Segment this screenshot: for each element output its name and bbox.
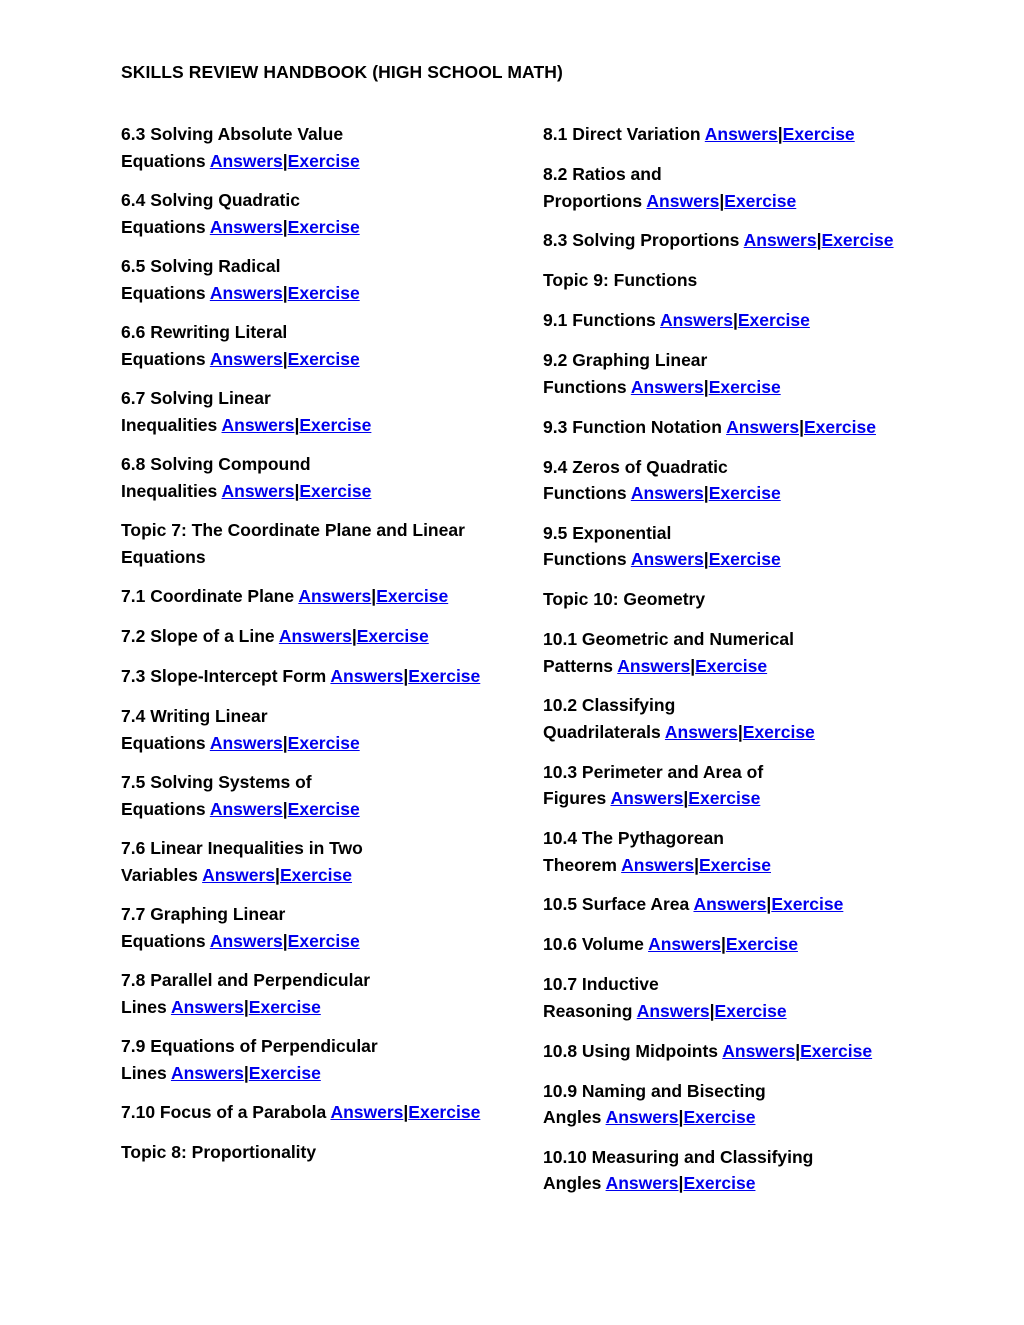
link-separator: |	[282, 732, 288, 753]
exercise-link[interactable]: Exercise	[683, 1107, 756, 1128]
toc-entry	[121, 1099, 516, 1126]
entry-line	[543, 1170, 943, 1197]
entry-title: 7.1 Coordinate Plane	[121, 586, 295, 606]
link-separator: |	[795, 1040, 801, 1061]
answers-link[interactable]: Answers	[630, 376, 704, 397]
exercise-link[interactable]: Exercise	[708, 483, 781, 504]
entry-title: Equations	[121, 732, 206, 753]
entry-title: Theorem	[543, 854, 617, 875]
link-separator: |	[703, 483, 709, 504]
link-separator: |	[275, 864, 280, 885]
link-separator: |	[282, 216, 288, 237]
entry-title-line: 9.2 Graphing Linear	[543, 350, 708, 371]
entry-line	[543, 307, 943, 334]
link-separator: |	[282, 348, 288, 369]
exercise-link[interactable]: Exercise	[248, 1062, 321, 1083]
entry-title-line: 10.1 Geometric and Numerical	[543, 629, 794, 650]
toc-entry	[543, 307, 943, 334]
entry-line	[543, 1038, 943, 1065]
toc-entry	[121, 1139, 516, 1166]
entry-title: 10.6 Volume	[543, 934, 644, 955]
entry-title-line: 10.9 Naming and Bisecting	[543, 1080, 766, 1101]
link-separator: |	[732, 310, 738, 331]
toc-entry	[543, 971, 943, 1024]
exercise-link[interactable]: Exercise	[771, 894, 844, 915]
entry-title: Inequalities	[121, 480, 218, 501]
entry-title: Equations	[121, 348, 206, 369]
entry-line	[121, 412, 516, 439]
entry-title: 10.5 Surface Area	[543, 894, 690, 915]
exercise-link[interactable]: Exercise	[287, 216, 360, 237]
entry-title: Patterns	[543, 655, 614, 676]
entry-title: Lines	[121, 1062, 167, 1083]
entry-line	[543, 931, 943, 958]
toc-entry	[543, 586, 943, 613]
answers-link[interactable]: Answers	[209, 930, 283, 951]
toc-entry	[121, 623, 516, 650]
entry-title: Equations	[121, 216, 206, 237]
link-separator: |	[294, 414, 300, 435]
entry-title-line: 6.4 Solving Quadratic	[121, 190, 300, 210]
entry-line	[543, 414, 943, 441]
toc-entry	[121, 901, 516, 954]
answers-link[interactable]: Answers	[221, 414, 295, 435]
entry-title: Functions	[543, 376, 627, 397]
entry-title: 7.2 Slope of a Line	[121, 626, 275, 646]
link-separator: |	[282, 930, 288, 951]
answers-link[interactable]: Answers	[170, 1062, 244, 1083]
toc-entry	[121, 253, 516, 306]
toc-entry	[121, 583, 516, 610]
toc-entry	[121, 703, 516, 756]
answers-link[interactable]: Answers	[170, 996, 244, 1017]
toc-entry	[121, 663, 516, 690]
entry-line	[121, 583, 516, 610]
entry-line	[121, 862, 516, 889]
link-separator: |	[703, 549, 709, 570]
toc-entry	[121, 319, 516, 372]
entry-line	[121, 730, 516, 757]
toc-entry	[121, 835, 516, 888]
toc-entry	[543, 414, 943, 441]
entry-line	[121, 148, 516, 175]
answers-link[interactable]: Answers	[209, 150, 283, 171]
entry-line	[543, 653, 943, 680]
answers-link[interactable]: Answers	[202, 864, 276, 885]
entry-title: Inequalities	[121, 414, 218, 435]
toc-entry	[121, 1033, 516, 1086]
entry-title-line: 6.3 Solving Absolute Value	[121, 124, 344, 144]
entry-title: 7.10 Focus of a Parabola	[121, 1102, 327, 1122]
entry-title: Variables	[121, 864, 198, 885]
exercise-link[interactable]: Exercise	[695, 655, 768, 676]
link-separator: |	[719, 190, 725, 211]
link-separator: |	[799, 416, 804, 437]
exercise-link[interactable]: Exercise	[287, 282, 360, 303]
entry-title-line: 9.5 Exponential	[543, 522, 672, 543]
answers-link[interactable]: Answers	[221, 480, 295, 501]
entry-title: Equations	[121, 546, 206, 567]
entry-title: Topic 8: Proportionality	[121, 1142, 317, 1162]
link-separator: |	[243, 996, 249, 1017]
exercise-link[interactable]: Exercise	[299, 480, 372, 501]
answers-link[interactable]: Answers	[630, 549, 704, 570]
toc-entry	[543, 121, 943, 148]
exercise-link[interactable]: Exercise	[800, 1040, 873, 1061]
entry-title-line: 7.4 Writing Linear	[121, 706, 268, 726]
exercise-link[interactable]: Exercise	[821, 230, 894, 251]
toc-entry	[543, 347, 943, 400]
entry-title: Figures	[543, 788, 607, 809]
entry-title-line: 10.10 Measuring and Classifying	[543, 1146, 814, 1167]
link-separator: |	[737, 721, 743, 742]
exercise-link[interactable]: Exercise	[287, 798, 360, 819]
toc-entry	[543, 931, 943, 958]
toc-entry	[543, 825, 943, 878]
answers-link[interactable]: Answers	[278, 626, 352, 646]
entry-title: Quadrilaterals	[543, 721, 661, 742]
entry-line	[543, 1104, 943, 1131]
toc-entry	[543, 626, 943, 679]
toc-entry	[121, 517, 516, 570]
answers-link[interactable]: Answers	[298, 586, 372, 606]
answers-link[interactable]: Answers	[617, 655, 691, 676]
entry-line	[121, 663, 516, 690]
link-separator: |	[294, 480, 300, 501]
link-separator: |	[690, 655, 696, 676]
link-separator: |	[282, 282, 288, 303]
exercise-link[interactable]: Exercise	[698, 854, 771, 875]
entry-title: Functions	[543, 549, 627, 570]
toc-entry	[543, 227, 943, 254]
entry-line	[121, 623, 516, 650]
toc-entry	[543, 759, 943, 812]
entry-title-line: 7.9 Equations of Perpendicular	[121, 1036, 378, 1056]
entry-line	[543, 267, 943, 294]
answers-link[interactable]: Answers	[646, 190, 720, 211]
link-separator: |	[403, 666, 409, 686]
exercise-link[interactable]: Exercise	[782, 124, 855, 144]
exercise-link[interactable]: Exercise	[376, 586, 449, 606]
entry-title: 8.3 Solving Proportions	[543, 230, 740, 251]
toc-entry	[543, 454, 943, 507]
answers-link[interactable]: Answers	[605, 1107, 679, 1128]
answers-link[interactable]: Answers	[636, 1000, 710, 1021]
entry-line	[543, 785, 943, 812]
entry-title-line: 10.2 Classifying	[543, 695, 676, 716]
toc-entry	[543, 692, 943, 745]
entry-line	[543, 374, 943, 401]
exercise-link[interactable]: Exercise	[725, 934, 798, 955]
entry-title-line: 6.5 Solving Radical	[121, 256, 281, 276]
exercise-link[interactable]: Exercise	[737, 310, 810, 331]
toc-entry	[543, 161, 943, 214]
exercise-link[interactable]: Exercise	[287, 150, 360, 171]
entry-line	[543, 852, 943, 879]
entry-title: 7.3 Slope-Intercept Form	[121, 666, 327, 686]
left-column	[121, 121, 516, 1179]
toc-entry	[121, 187, 516, 240]
right-column	[543, 121, 943, 1210]
entry-title-line: 7.8 Parallel and Perpendicular	[121, 970, 370, 990]
answers-link[interactable]: Answers	[693, 894, 767, 915]
link-separator: |	[282, 798, 288, 819]
entry-title-line: 8.2 Ratios and	[543, 164, 662, 184]
exercise-link[interactable]: Exercise	[299, 414, 372, 435]
entry-title: 9.3 Function Notation	[543, 416, 722, 437]
entry-title: Functions	[543, 483, 627, 504]
link-separator: |	[694, 854, 699, 875]
answers-link[interactable]: Answers	[605, 1173, 679, 1194]
exercise-link[interactable]: Exercise	[708, 549, 781, 570]
exercise-link[interactable]: Exercise	[287, 732, 360, 753]
entry-title-line: 10.3 Perimeter and Area of	[543, 761, 764, 782]
toc-entry	[543, 1144, 943, 1197]
entry-title: Angles	[543, 1173, 602, 1194]
entry-line	[121, 928, 516, 955]
answers-link[interactable]: Answers	[330, 666, 404, 686]
entry-line	[121, 478, 516, 505]
exercise-link[interactable]: Exercise	[803, 416, 876, 437]
entry-title-line: 6.7 Solving Linear	[121, 388, 271, 408]
entry-line	[121, 214, 516, 241]
exercise-link[interactable]: Exercise	[688, 788, 761, 809]
entry-title: Angles	[543, 1107, 602, 1128]
entry-line	[121, 796, 516, 823]
toc-entry	[121, 451, 516, 504]
entry-line	[121, 1139, 516, 1166]
toc-entry	[121, 967, 516, 1020]
answers-link[interactable]: Answers	[660, 310, 733, 331]
answers-link[interactable]: Answers	[704, 124, 778, 144]
answers-link[interactable]: Answers	[209, 732, 283, 753]
entry-title-line: Topic 7: The Coordinate Plane and Linear	[121, 520, 465, 540]
entry-title: Proportions	[543, 190, 643, 211]
entry-line	[543, 891, 943, 918]
toc-entry	[543, 891, 943, 918]
answers-link[interactable]: Answers	[630, 483, 704, 504]
link-separator: |	[282, 150, 288, 171]
answers-link[interactable]: Answers	[664, 721, 738, 742]
link-separator: |	[243, 1062, 249, 1083]
entry-line	[543, 586, 943, 613]
entry-title: Topic 10: Geometry	[543, 589, 706, 610]
link-separator: |	[777, 124, 783, 144]
entry-title: Equations	[121, 798, 206, 819]
link-separator: |	[351, 626, 357, 646]
link-separator: |	[709, 1000, 715, 1021]
entry-title: Reasoning	[543, 1000, 633, 1021]
entry-title-line: 7.7 Graphing Linear	[121, 904, 286, 924]
toc-entry	[121, 769, 516, 822]
entry-line	[121, 346, 516, 373]
link-separator: |	[703, 376, 709, 397]
entry-title-line: 6.8 Solving Compound	[121, 454, 311, 474]
entry-title: Equations	[121, 930, 206, 951]
exercise-link[interactable]: Exercise	[287, 930, 360, 951]
entry-line	[543, 188, 943, 215]
answers-link[interactable]: Answers	[621, 854, 695, 875]
answers-link[interactable]: Answers	[209, 216, 283, 237]
exercise-link[interactable]: Exercise	[724, 190, 797, 211]
entry-title: 9.1 Functions	[543, 310, 656, 331]
toc-entry	[543, 1078, 943, 1131]
entry-title: 10.8 Using Midpoints	[543, 1040, 719, 1061]
toc-entry	[543, 267, 943, 294]
exercise-link[interactable]: Exercise	[408, 1102, 481, 1122]
entry-title: 8.1 Direct Variation	[543, 124, 701, 144]
entry-title: Topic 9: Functions	[543, 270, 698, 291]
answers-link[interactable]: Answers	[610, 788, 684, 809]
entry-line	[543, 998, 943, 1025]
entry-title: Equations	[121, 150, 206, 171]
link-separator: |	[678, 1107, 684, 1128]
entry-line	[121, 1060, 516, 1087]
link-separator: |	[721, 934, 726, 955]
entry-title-line: 10.4 The Pythagorean	[543, 828, 724, 849]
toc-entry	[121, 385, 516, 438]
answers-link[interactable]: Answers	[726, 416, 800, 437]
exercise-link[interactable]: Exercise	[408, 666, 481, 686]
answers-link[interactable]: Answers	[209, 798, 283, 819]
answers-link[interactable]: Answers	[330, 1102, 404, 1122]
entry-title-line: 7.6 Linear Inequalities in Two	[121, 838, 363, 858]
exercise-link[interactable]: Exercise	[248, 996, 321, 1017]
entry-title-line: 7.5 Solving Systems of	[121, 772, 312, 792]
exercise-link[interactable]: Exercise	[683, 1173, 756, 1194]
link-separator: |	[766, 894, 772, 915]
answers-link[interactable]: Answers	[209, 282, 283, 303]
answers-link[interactable]: Answers	[648, 934, 722, 955]
toc-entry	[543, 520, 943, 573]
entry-title: Equations	[121, 282, 206, 303]
entry-title: Lines	[121, 996, 167, 1017]
toc-entry	[543, 1038, 943, 1065]
entry-line	[121, 544, 516, 571]
toc-entry	[121, 121, 516, 174]
entry-line	[121, 994, 516, 1021]
entry-line	[543, 121, 943, 148]
entry-line	[121, 280, 516, 307]
link-separator: |	[371, 586, 377, 606]
answers-link[interactable]: Answers	[743, 230, 817, 251]
exercise-link[interactable]: Exercise	[708, 376, 781, 397]
exercise-link[interactable]: Exercise	[279, 864, 352, 885]
entry-title-line: 9.4 Zeros of Quadratic	[543, 456, 728, 477]
entry-title-line: 6.6 Rewriting Literal	[121, 322, 288, 342]
entry-line	[543, 719, 943, 746]
entry-line	[543, 480, 943, 507]
entry-line	[543, 546, 943, 573]
entry-line	[121, 1099, 516, 1126]
exercise-link[interactable]: Exercise	[742, 721, 815, 742]
exercise-link[interactable]: Exercise	[714, 1000, 787, 1021]
link-separator: |	[816, 230, 822, 251]
link-separator: |	[403, 1102, 409, 1122]
page-title: SKILLS REVIEW HANDBOOK (HIGH SCHOOL MATH)	[121, 62, 563, 82]
link-separator: |	[678, 1173, 684, 1194]
answers-link[interactable]: Answers	[722, 1040, 796, 1061]
link-separator: |	[683, 788, 689, 809]
entry-line	[543, 227, 943, 254]
answers-link[interactable]: Answers	[209, 348, 283, 369]
exercise-link[interactable]: Exercise	[356, 626, 429, 646]
entry-title-line: 10.7 Inductive	[543, 974, 659, 995]
exercise-link[interactable]: Exercise	[287, 348, 360, 369]
